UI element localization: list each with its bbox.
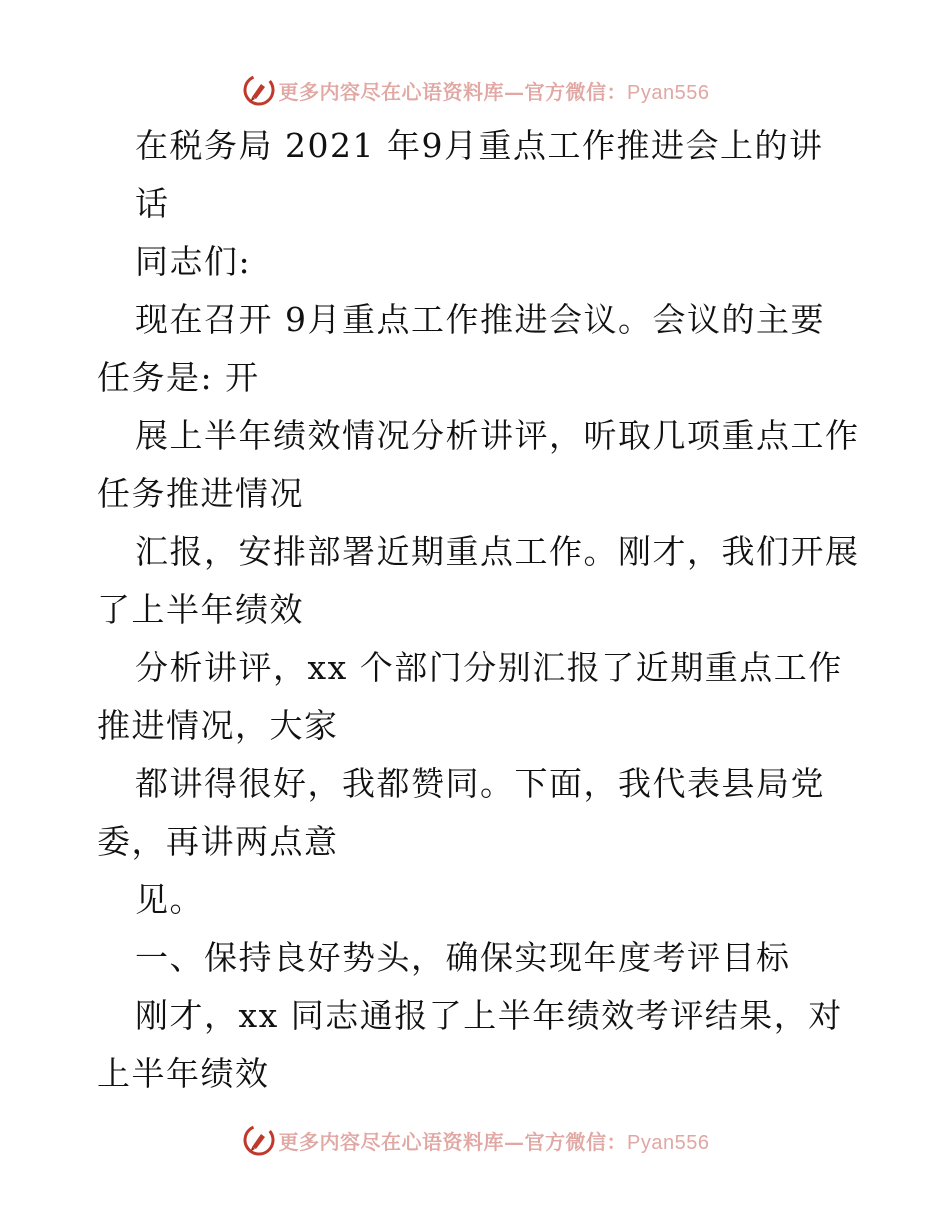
watermark-text — [279, 76, 710, 105]
watermark-wechat-id: Pyan556 — [627, 1131, 710, 1154]
footer-watermark — [0, 1120, 950, 1160]
section-heading: 一、保持良好势头，确保实现年度考评目标 — [135, 938, 791, 977]
paragraph-line: 展上半年绩效情况分析讲评，听取几项重点工作 — [135, 416, 860, 455]
paragraph-line: 汇报，安排部署近期重点工作。刚才，我们开展 — [135, 532, 860, 571]
paragraph-line: 委，再讲两点意 — [97, 822, 339, 861]
paragraph-line: 推进情况，大家 — [97, 706, 339, 745]
paragraph-line: 刚才，xx 同志通报了上半年绩效考评结果，对 — [135, 996, 843, 1035]
watermark-text-cn: 更多内容尽在心语资料库—官方微信： — [278, 1129, 628, 1154]
paragraph-line: 现在召开 9月重点工作推进会议。会议的主要 — [135, 300, 825, 339]
paragraph-line: 见。 — [135, 880, 204, 919]
title-line-1: 在税务局 2021 年9月重点工作推进会上的讲 — [135, 126, 824, 165]
watermark-text-cn: 更多内容尽在心语资料库—官方微信： — [278, 79, 628, 104]
paragraph-line: 上半年绩效 — [97, 1054, 270, 1093]
paragraph-line: 了上半年绩效 — [97, 590, 304, 629]
pen-circle-logo-icon — [241, 1122, 277, 1158]
paragraph-line: 任务是: 开 — [97, 358, 260, 397]
salutation: 同志们: — [135, 242, 252, 281]
watermark-text — [279, 1126, 710, 1155]
document-body — [97, 117, 887, 1103]
header-watermark — [0, 70, 950, 110]
title-line-2: 话 — [135, 184, 170, 223]
paragraph-line: 分析讲评，xx 个部门分别汇报了近期重点工作 — [135, 648, 843, 687]
watermark-wechat-id: Pyan556 — [627, 81, 710, 104]
paragraph-line: 都讲得很好，我都赞同。下面，我代表县局党 — [135, 764, 825, 803]
paragraph-line: 任务推进情况 — [97, 474, 304, 513]
pen-circle-logo-icon — [241, 72, 277, 108]
